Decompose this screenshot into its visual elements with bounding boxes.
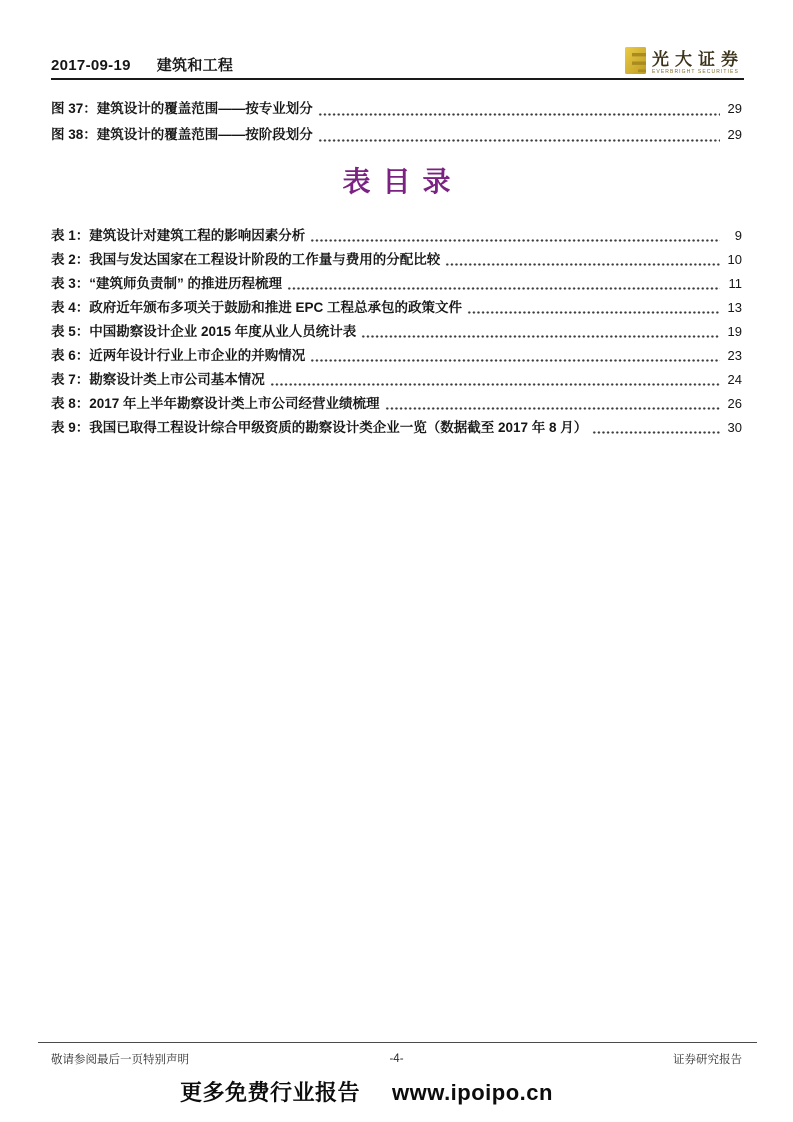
toc-entry-label: 表 8：2017 年上半年勘察设计类上市公司经营业绩梳理 — [51, 396, 380, 411]
toc-page-number: 13 — [727, 300, 742, 315]
dotted-leader — [467, 311, 720, 314]
dotted-leader — [445, 263, 720, 266]
toc-entry-label: 表 3：“建筑师负责制” 的推进历程梳理 — [51, 276, 283, 291]
page-footer — [51, 1051, 742, 1067]
toc-page-number: 11 — [728, 276, 742, 291]
toc-row[interactable] — [51, 224, 742, 248]
dotted-leader — [592, 431, 720, 434]
footer-report-type: 证券研究报告 — [673, 1051, 742, 1067]
toc-page-number: 9 — [734, 228, 742, 243]
toc-row[interactable] — [51, 96, 742, 122]
report-date: 2017-09-19 — [51, 57, 131, 74]
footer-disclaimer: 敬请参阅最后一页特别声明 — [51, 1051, 189, 1067]
toc-entry-label: 图 37：建筑设计的覆盖范围——按专业划分 — [51, 101, 313, 116]
logo-name-en: EVERBRIGHT SECURITIES — [652, 69, 739, 75]
dotted-leader — [361, 335, 720, 338]
dotted-leader — [310, 239, 720, 242]
dotted-leader — [310, 359, 720, 362]
table-toc-list — [51, 224, 742, 440]
toc-entry-label: 表 6：近两年设计行业上市企业的并购情况 — [51, 348, 306, 363]
footer-divider — [38, 1042, 757, 1043]
toc-page-number: 29 — [727, 101, 742, 116]
section-title: 表目录 — [342, 165, 463, 198]
figure-toc-list — [51, 96, 742, 148]
promo-text: 更多免费行业报告 — [180, 1080, 361, 1105]
everbright-logo-icon — [625, 47, 646, 74]
toc-page-number: 30 — [727, 420, 742, 435]
toc-page-number: 24 — [727, 372, 742, 387]
dotted-leader — [318, 113, 720, 116]
promo-banner — [0, 1076, 793, 1107]
toc-page-number: 10 — [727, 252, 742, 267]
toc-entry-label: 表 5：中国勘察设计企业 2015 年度从业人员统计表 — [51, 324, 357, 339]
toc-entry-label: 表 4：政府近年颁布多项关于鼓励和推进 EPC 工程总承包的政策文件 — [51, 300, 463, 315]
page-header — [51, 46, 744, 80]
promo-url-link[interactable]: www.ipoipo.cn — [392, 1080, 553, 1105]
toc-row[interactable] — [51, 248, 742, 272]
toc-page-number: 23 — [727, 348, 742, 363]
dotted-leader — [385, 407, 720, 410]
logo-text — [652, 51, 744, 75]
dotted-leader — [287, 287, 720, 290]
toc-entry-label: 表 2：我国与发达国家在工程设计阶段的工作量与费用的分配比较 — [51, 252, 441, 267]
toc-row[interactable] — [51, 344, 742, 368]
toc-row[interactable] — [51, 368, 742, 392]
logo-name-cn: 光大证券 — [652, 50, 744, 69]
header-title — [51, 54, 233, 75]
toc-row[interactable] — [51, 416, 742, 440]
toc-row[interactable] — [51, 296, 742, 320]
footer-page-number: -4- — [389, 1053, 404, 1065]
toc-entry-label: 表 9：我国已取得工程设计综合甲级资质的勘察设计类企业一览（数据截至 2017 年 8 月） — [51, 420, 588, 435]
everbright-logo — [625, 47, 744, 75]
toc-entry-label: 表 7：勘察设计类上市公司基本情况 — [51, 372, 265, 387]
toc-row[interactable] — [51, 122, 742, 148]
dotted-leader — [318, 139, 720, 142]
dotted-leader — [270, 383, 720, 386]
toc-page-number: 29 — [727, 127, 742, 142]
toc-row[interactable] — [51, 392, 742, 416]
toc-entry-label: 图 38：建筑设计的覆盖范围——按阶段划分 — [51, 127, 313, 142]
toc-row[interactable] — [51, 272, 742, 296]
report-category: 建筑和工程 — [156, 57, 234, 74]
toc-entry-label: 表 1：建筑设计对建筑工程的影响因素分析 — [51, 228, 306, 243]
toc-page-number: 26 — [727, 396, 742, 411]
toc-page-number: 19 — [727, 324, 742, 339]
toc-row[interactable] — [51, 320, 742, 344]
